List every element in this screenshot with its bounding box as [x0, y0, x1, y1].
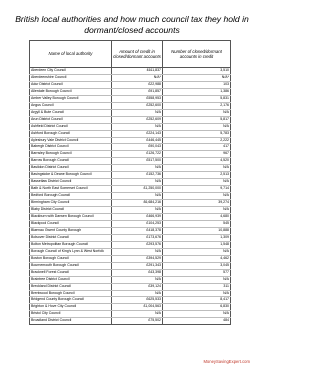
header-credit-amount: Amount of credit in closed/dormant accounts	[112, 41, 163, 68]
authority-name-cell: Blaby District Council	[30, 207, 112, 214]
authority-name-cell: Barrow Borough Council	[30, 158, 112, 165]
council-tax-table	[29, 40, 231, 325]
header-account-count: Number of closed/dormant accounts in credit	[163, 41, 231, 68]
authority-name-cell: Bristol City Council	[30, 311, 112, 318]
table-row	[30, 276, 231, 283]
credit-amount-cell: £466,939	[112, 214, 163, 221]
table-row	[30, 186, 231, 193]
account-count-cell: N/A	[163, 290, 231, 297]
authority-name-cell: Bolton Metropolitan Borough Council	[30, 241, 112, 248]
table-row	[30, 227, 231, 234]
account-count-cell: N/A	[163, 109, 231, 116]
authority-name-cell: Ashford Borough Council	[30, 130, 112, 137]
table-row	[30, 269, 231, 276]
table-row	[30, 151, 231, 158]
account-count-cell: 4,462	[163, 255, 231, 262]
credit-amount-cell: N/A	[112, 207, 163, 214]
credit-amount-cell: N/A	[112, 179, 163, 186]
table-row	[30, 123, 231, 130]
credit-amount-cell: N/A	[112, 165, 163, 172]
credit-amount-cell: £22,988	[112, 81, 163, 88]
credit-amount-cell: N/A	[112, 109, 163, 116]
credit-amount-cell: £43,398	[112, 269, 163, 276]
credit-amount-cell: £1,004,563	[112, 304, 163, 311]
credit-amount-cell: £394,529	[112, 255, 163, 262]
table-row	[30, 68, 231, 75]
authority-name-cell: Bolsover District Council	[30, 234, 112, 241]
account-count-cell: N/A	[163, 123, 231, 130]
table-row	[30, 262, 231, 269]
account-count-cell: 5,783	[163, 130, 231, 137]
authority-name-cell: Barnsley Borough Council	[30, 151, 112, 158]
account-count-cell: 1,386	[163, 88, 231, 95]
authority-name-cell: Blackpool Council	[30, 220, 112, 227]
credit-amount-cell: N/A	[112, 123, 163, 130]
table-row	[30, 283, 231, 290]
authority-name-cell: Babergh District Council	[30, 144, 112, 151]
table-row	[30, 109, 231, 116]
credit-amount-cell: £39,124	[112, 283, 163, 290]
table-row	[30, 311, 231, 318]
table-row	[30, 137, 231, 144]
account-count-cell: 10,888	[163, 227, 231, 234]
credit-amount-cell: N/A*	[112, 74, 163, 81]
authority-name-cell: Broadland District Council	[30, 318, 112, 325]
table-row	[30, 165, 231, 172]
table-row	[30, 255, 231, 262]
account-count-cell: 4,520	[163, 158, 231, 165]
authority-name-cell: Angus Council	[30, 102, 112, 109]
authority-name-cell: Birmingham City Council	[30, 200, 112, 207]
credit-amount-cell: £1,250,000	[112, 186, 163, 193]
table-row	[30, 193, 231, 200]
credit-amount-cell: £91,857	[112, 88, 163, 95]
account-count-cell: 3,045	[163, 262, 231, 269]
authority-name-cell: Aberdeenshire Council	[30, 74, 112, 81]
table-row	[30, 172, 231, 179]
authority-name-cell: Bournemouth Borough Council	[30, 262, 112, 269]
account-count-cell: N/A	[163, 193, 231, 200]
table-row	[30, 95, 231, 102]
authority-name-cell: Blaenau Gwent County Borough	[30, 227, 112, 234]
credit-amount-cell: £558,953	[112, 95, 163, 102]
table-row	[30, 207, 231, 214]
account-count-cell: 2,222	[163, 137, 231, 144]
credit-amount-cell: £75,502	[112, 318, 163, 325]
credit-amount-cell: £224,143	[112, 130, 163, 137]
authority-name-cell: Adur District Council	[30, 81, 112, 88]
credit-amount-cell: £611,837	[112, 68, 163, 75]
account-count-cell: N/A	[163, 165, 231, 172]
credit-amount-cell: £293,576	[112, 241, 163, 248]
account-count-cell: 1,548	[163, 241, 231, 248]
table-row	[30, 116, 231, 123]
account-count-cell: N/A*	[163, 74, 231, 81]
authority-name-cell: Brighton & Hove City Council	[30, 304, 112, 311]
table-row	[30, 241, 231, 248]
authority-name-cell: Aylesbury Vale District Council	[30, 137, 112, 144]
table-row	[30, 158, 231, 165]
account-count-cell: 103	[163, 81, 231, 88]
authority-name-cell: Bridgend County Borough Council	[30, 297, 112, 304]
table-row	[30, 200, 231, 207]
table-header-row	[30, 41, 231, 68]
account-count-cell: 4,680	[163, 214, 231, 221]
authority-name-cell: Basingstoke & Deane Borough Council	[30, 172, 112, 179]
account-count-cell: 6,830	[163, 304, 231, 311]
account-count-cell: N/A	[163, 276, 231, 283]
document-title: British local authorities and how much council tax they hold in dormant/closed accounts	[15, 14, 249, 35]
credit-amount-cell: £291,343	[112, 262, 163, 269]
account-count-cell: 545	[163, 220, 231, 227]
source-footer: MoneySavingExpert.com	[203, 359, 250, 364]
table-row	[30, 220, 231, 227]
authority-name-cell: Bedford Borough Council	[30, 193, 112, 200]
account-count-cell: 5,817	[163, 116, 231, 123]
account-count-cell: 2,176	[163, 102, 231, 109]
credit-amount-cell: £517,500	[112, 158, 163, 165]
account-count-cell: 39,274	[163, 200, 231, 207]
credit-amount-cell: £446,445	[112, 137, 163, 144]
table-body	[30, 68, 231, 325]
account-count-cell: 3,510	[163, 68, 231, 75]
authority-name-cell: Arun District Council	[30, 116, 112, 123]
authority-name-cell: Bracknell Forest Council	[30, 269, 112, 276]
credit-amount-cell: £126,722	[112, 151, 163, 158]
credit-amount-cell: N/A	[112, 290, 163, 297]
authority-name-cell: Amber Valley Borough Council	[30, 95, 112, 102]
table-row	[30, 179, 231, 186]
credit-amount-cell: £152,736	[112, 172, 163, 179]
table-row	[30, 290, 231, 297]
account-count-cell: 8,417	[163, 297, 231, 304]
table-row	[30, 74, 231, 81]
authority-name-cell: Brentwood Borough Council	[30, 290, 112, 297]
authority-name-cell: Ashfield District Council	[30, 123, 112, 130]
table-row	[30, 81, 231, 88]
table-row	[30, 318, 231, 325]
table-row	[30, 248, 231, 255]
table-row	[30, 297, 231, 304]
credit-amount-cell: N/A	[112, 276, 163, 283]
account-count-cell: 1,309	[163, 234, 231, 241]
table-row	[30, 144, 231, 151]
table-row	[30, 102, 231, 109]
credit-amount-cell: £252,609	[112, 116, 163, 123]
credit-amount-cell: N/A	[112, 248, 163, 255]
credit-amount-cell: £418,378	[112, 227, 163, 234]
authority-name-cell: Blackburn with Darwen Borough Council	[30, 214, 112, 221]
account-count-cell: 417	[163, 144, 231, 151]
credit-amount-cell: £173,676	[112, 234, 163, 241]
account-count-cell: 967	[163, 151, 231, 158]
account-count-cell: N/A	[163, 248, 231, 255]
authority-name-cell: Argyll & Bute Council	[30, 109, 112, 116]
credit-amount-cell: £104,253	[112, 220, 163, 227]
account-count-cell: N/A	[163, 311, 231, 318]
account-count-cell: 5,831	[163, 95, 231, 102]
table-row	[30, 88, 231, 95]
authority-name-cell: Breckland District Council	[30, 283, 112, 290]
table-row	[30, 130, 231, 137]
credit-amount-cell: £252,600	[112, 102, 163, 109]
authority-name-cell: Allerdale Borough Council	[30, 88, 112, 95]
table-row	[30, 214, 231, 221]
account-count-cell: 484	[163, 318, 231, 325]
account-count-cell: 9,714	[163, 186, 231, 193]
authority-name-cell: Aberdeen City Council	[30, 68, 112, 75]
account-count-cell: 577	[163, 269, 231, 276]
authority-name-cell: Braintree District Council	[30, 276, 112, 283]
credit-amount-cell: £625,533	[112, 297, 163, 304]
credit-amount-cell: N/A	[112, 193, 163, 200]
authority-name-cell: Boston Borough Council	[30, 255, 112, 262]
account-count-cell: N/A	[163, 207, 231, 214]
authority-name-cell: Basildon District Council	[30, 165, 112, 172]
account-count-cell: 311	[163, 283, 231, 290]
credit-amount-cell: £90,043	[112, 144, 163, 151]
account-count-cell: 2,513	[163, 172, 231, 179]
table-row	[30, 304, 231, 311]
header-authority: Name of local authority	[30, 41, 112, 68]
credit-amount-cell: £6,684,216	[112, 200, 163, 207]
authority-name-cell: Bassetlaw District Council	[30, 179, 112, 186]
authority-name-cell: Bath & North East Somerset Council	[30, 186, 112, 193]
account-count-cell: N/A	[163, 179, 231, 186]
table-row	[30, 234, 231, 241]
authority-name-cell: Borough Council of King's Lynn & West Norfolk	[30, 248, 112, 255]
credit-amount-cell: N/A	[112, 311, 163, 318]
